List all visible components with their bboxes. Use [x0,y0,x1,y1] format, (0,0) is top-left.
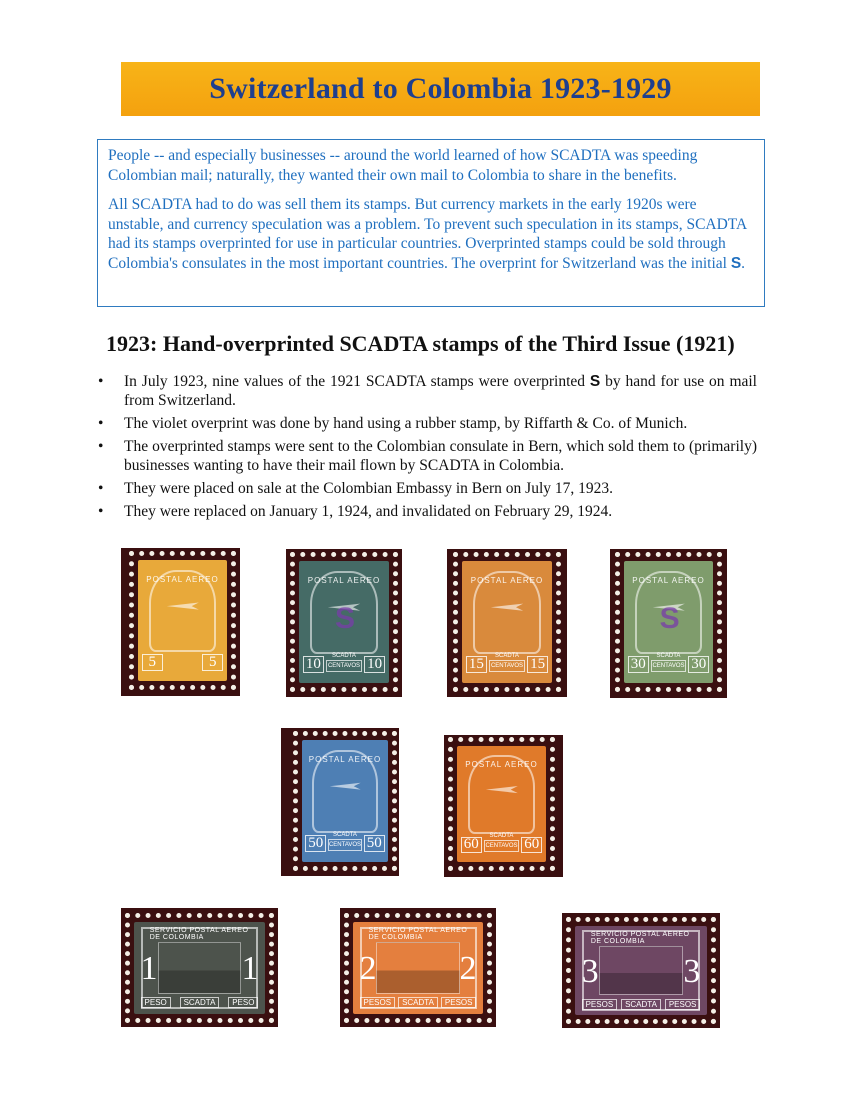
stamp-arc-text: POSTAL AEREO [308,754,382,764]
stamp-mount-5 [121,548,240,696]
bullet-dot-icon: • [98,438,104,455]
scadta-label: SCADTA [398,997,438,1008]
scadta-mini-label: SCADTA [656,652,681,659]
unit-left: PESOS [582,999,618,1010]
airplane-icon [165,594,201,618]
bullet-1-post: by hand for use on mail from Switzerland. [124,373,757,409]
stamp-arc-text: POSTAL AEREO [146,574,219,584]
stamp-top-text: SERVICIO POSTAL AEREO DE COLOMBIA [590,930,690,945]
stamp-face [462,561,552,683]
unit-right: PESOS [441,997,477,1008]
scadta-label: SCADTA [621,999,661,1010]
bullet-dot-icon: • [98,503,104,520]
centavos-label: CENTAVOS [489,660,525,672]
stamp-bottom-band [582,999,701,1010]
intro-paragraph-2 [108,195,754,273]
stamp-face [138,560,227,681]
stamp-bottom-band [141,997,259,1008]
value-left: 5 [142,654,163,671]
page-title: Switzerland to Colombia 1923-1929 [209,72,672,105]
value-left: 3 [581,952,599,990]
scadta-mini-label: SCADTA [332,652,356,659]
stamp-arc-text: POSTAL AEREO [307,575,381,585]
value-right: 3 [683,952,701,990]
stamp-scene [158,942,242,994]
stamp-top-text: SERVICIO POSTAL AEREO DE COLOMBIA [149,926,249,941]
stamp-15-centavos [453,552,561,692]
stamp-mount-15 [447,549,567,697]
centavos-label: CENTAVOS [484,840,520,852]
overprint-s-mark: S [335,602,356,636]
bullet-item [92,437,757,475]
value-right: 30 [688,656,709,673]
airplane-icon [489,595,525,619]
stamp-face [624,561,713,683]
stamp-mount-10 [286,549,402,697]
stamp-face [134,922,265,1014]
value-right: 15 [527,656,549,673]
stamp-bottom-band [360,997,477,1008]
stamp-3-pesos [566,917,716,1024]
value-right: 50 [364,835,385,852]
intro-paragraph-2-end: . [741,254,746,272]
unit-right: PESO [228,997,258,1008]
overprint-s-mark: S [659,602,680,636]
bullet-item [92,414,757,433]
stamp-face [302,740,388,862]
stamp-arc-text: POSTAL AEREO [465,759,538,769]
title-banner [121,62,760,116]
airplane-icon [484,778,520,801]
stamp-face [353,922,483,1014]
bullet-item [92,372,757,410]
scadta-mini-label: SCADTA [333,831,357,838]
stamp-mount-50 [281,728,399,876]
value-left: 30 [628,656,649,673]
stamp-mount-2-pesos [340,908,496,1027]
value-left: 2 [359,949,377,987]
stamp-1-peso [125,913,274,1023]
value-left: 60 [461,837,482,853]
value-right: 10 [364,656,386,673]
bullet-list [92,372,757,525]
stamp-mount-3-pesos [562,913,720,1028]
value-left: 50 [305,835,326,852]
value-left: 15 [466,656,488,673]
stamp-mount-1-peso [121,908,278,1027]
bullet-1-pre: In July 1923, nine values of the 1921 SCADTA stamps were overprinted [124,373,590,390]
value-left: 10 [303,656,325,673]
centavos-label: CENTAVOS [651,660,687,672]
value-left: 1 [140,949,158,987]
stamp-30-centavos [615,552,722,692]
stamp-top-text: SERVICIO POSTAL AEREO DE COLOMBIA [368,926,468,941]
value-right: 2 [459,949,477,987]
bullet-4-text: They were placed on sale at the Colombian Embassy in Bern on July 17, 1923. [124,480,614,497]
stamp-2-pesos [344,913,492,1023]
unit-left: PESO [141,997,171,1008]
bullet-2-text: The violet overprint was done by hand using a rubber stamp, by Riffarth & Co. of Munich. [124,415,688,432]
value-right: 5 [202,654,223,671]
stamp-5-centavos [129,551,236,690]
unit-left: PESOS [360,997,396,1008]
airplane-icon [328,774,362,798]
stamp-60-centavos [448,737,555,871]
bullet-3-text: The overprinted stamps were sent to the Colombian consulate in Bern, which sold them to (primarily) businesses wanting to have their mail flown by SCADTA in Colombia. [124,438,757,474]
stamp-50-centavos [293,731,397,871]
intro-box [97,139,765,307]
bullet-dot-icon: • [98,480,104,497]
unit-right: PESOS [665,999,701,1010]
stamp-mount-60 [444,735,563,877]
scadta-mini-label: SCADTA [495,652,519,659]
centavos-label: CENTAVOS [326,660,362,672]
scadta-mini-label: SCADTA [489,832,514,839]
bullet-5-text: They were replaced on January 1, 1924, and invalidated on February 29, 1924. [124,503,613,520]
scadta-label: SCADTA [180,997,220,1008]
value-right: 1 [241,949,259,987]
stamp-arc-text: POSTAL AEREO [470,575,544,585]
bullet-dot-icon: • [98,373,104,390]
stamp-arc-text: POSTAL AEREO [632,575,705,585]
section-title: 1923: Hand-overprinted SCADTA stamps of the Third Issue (1921) [106,331,735,356]
stamp-scene [376,942,459,994]
stamp-face [575,926,707,1015]
intro-paragraph-1: People -- and especially businesses -- around the world learned of how SCADTA was speeding Colombian mail; naturally, they wanted their own mail to Colombia to share in the benefits. [108,147,698,184]
bullet-item [92,502,757,521]
stamp-face [457,746,546,862]
centavos-label: CENTAVOS [328,839,362,851]
value-right: 60 [521,837,542,853]
bullet-item [92,479,757,498]
stamp-mount-30 [610,549,727,698]
bullet-dot-icon: • [98,415,104,432]
bullet-1-letter: S [589,373,601,390]
overprint-letter: S [730,254,742,272]
stamp-10-centavos [290,552,398,692]
stamp-face [299,561,389,683]
intro-paragraph-2-text: All SCADTA had to do was sell them its stamps. But currency markets in the early 1920s were unstable, and currency speculation was a problem. To prevent such speculation in its stamps, SCADTA had its stamps overprinted for use in particular countries. Overprinted stamps could be sold through Colombia's consulates in the most important countries. The overprint for Switzerland was the initial [108,196,747,272]
stamp-scene [599,946,684,996]
